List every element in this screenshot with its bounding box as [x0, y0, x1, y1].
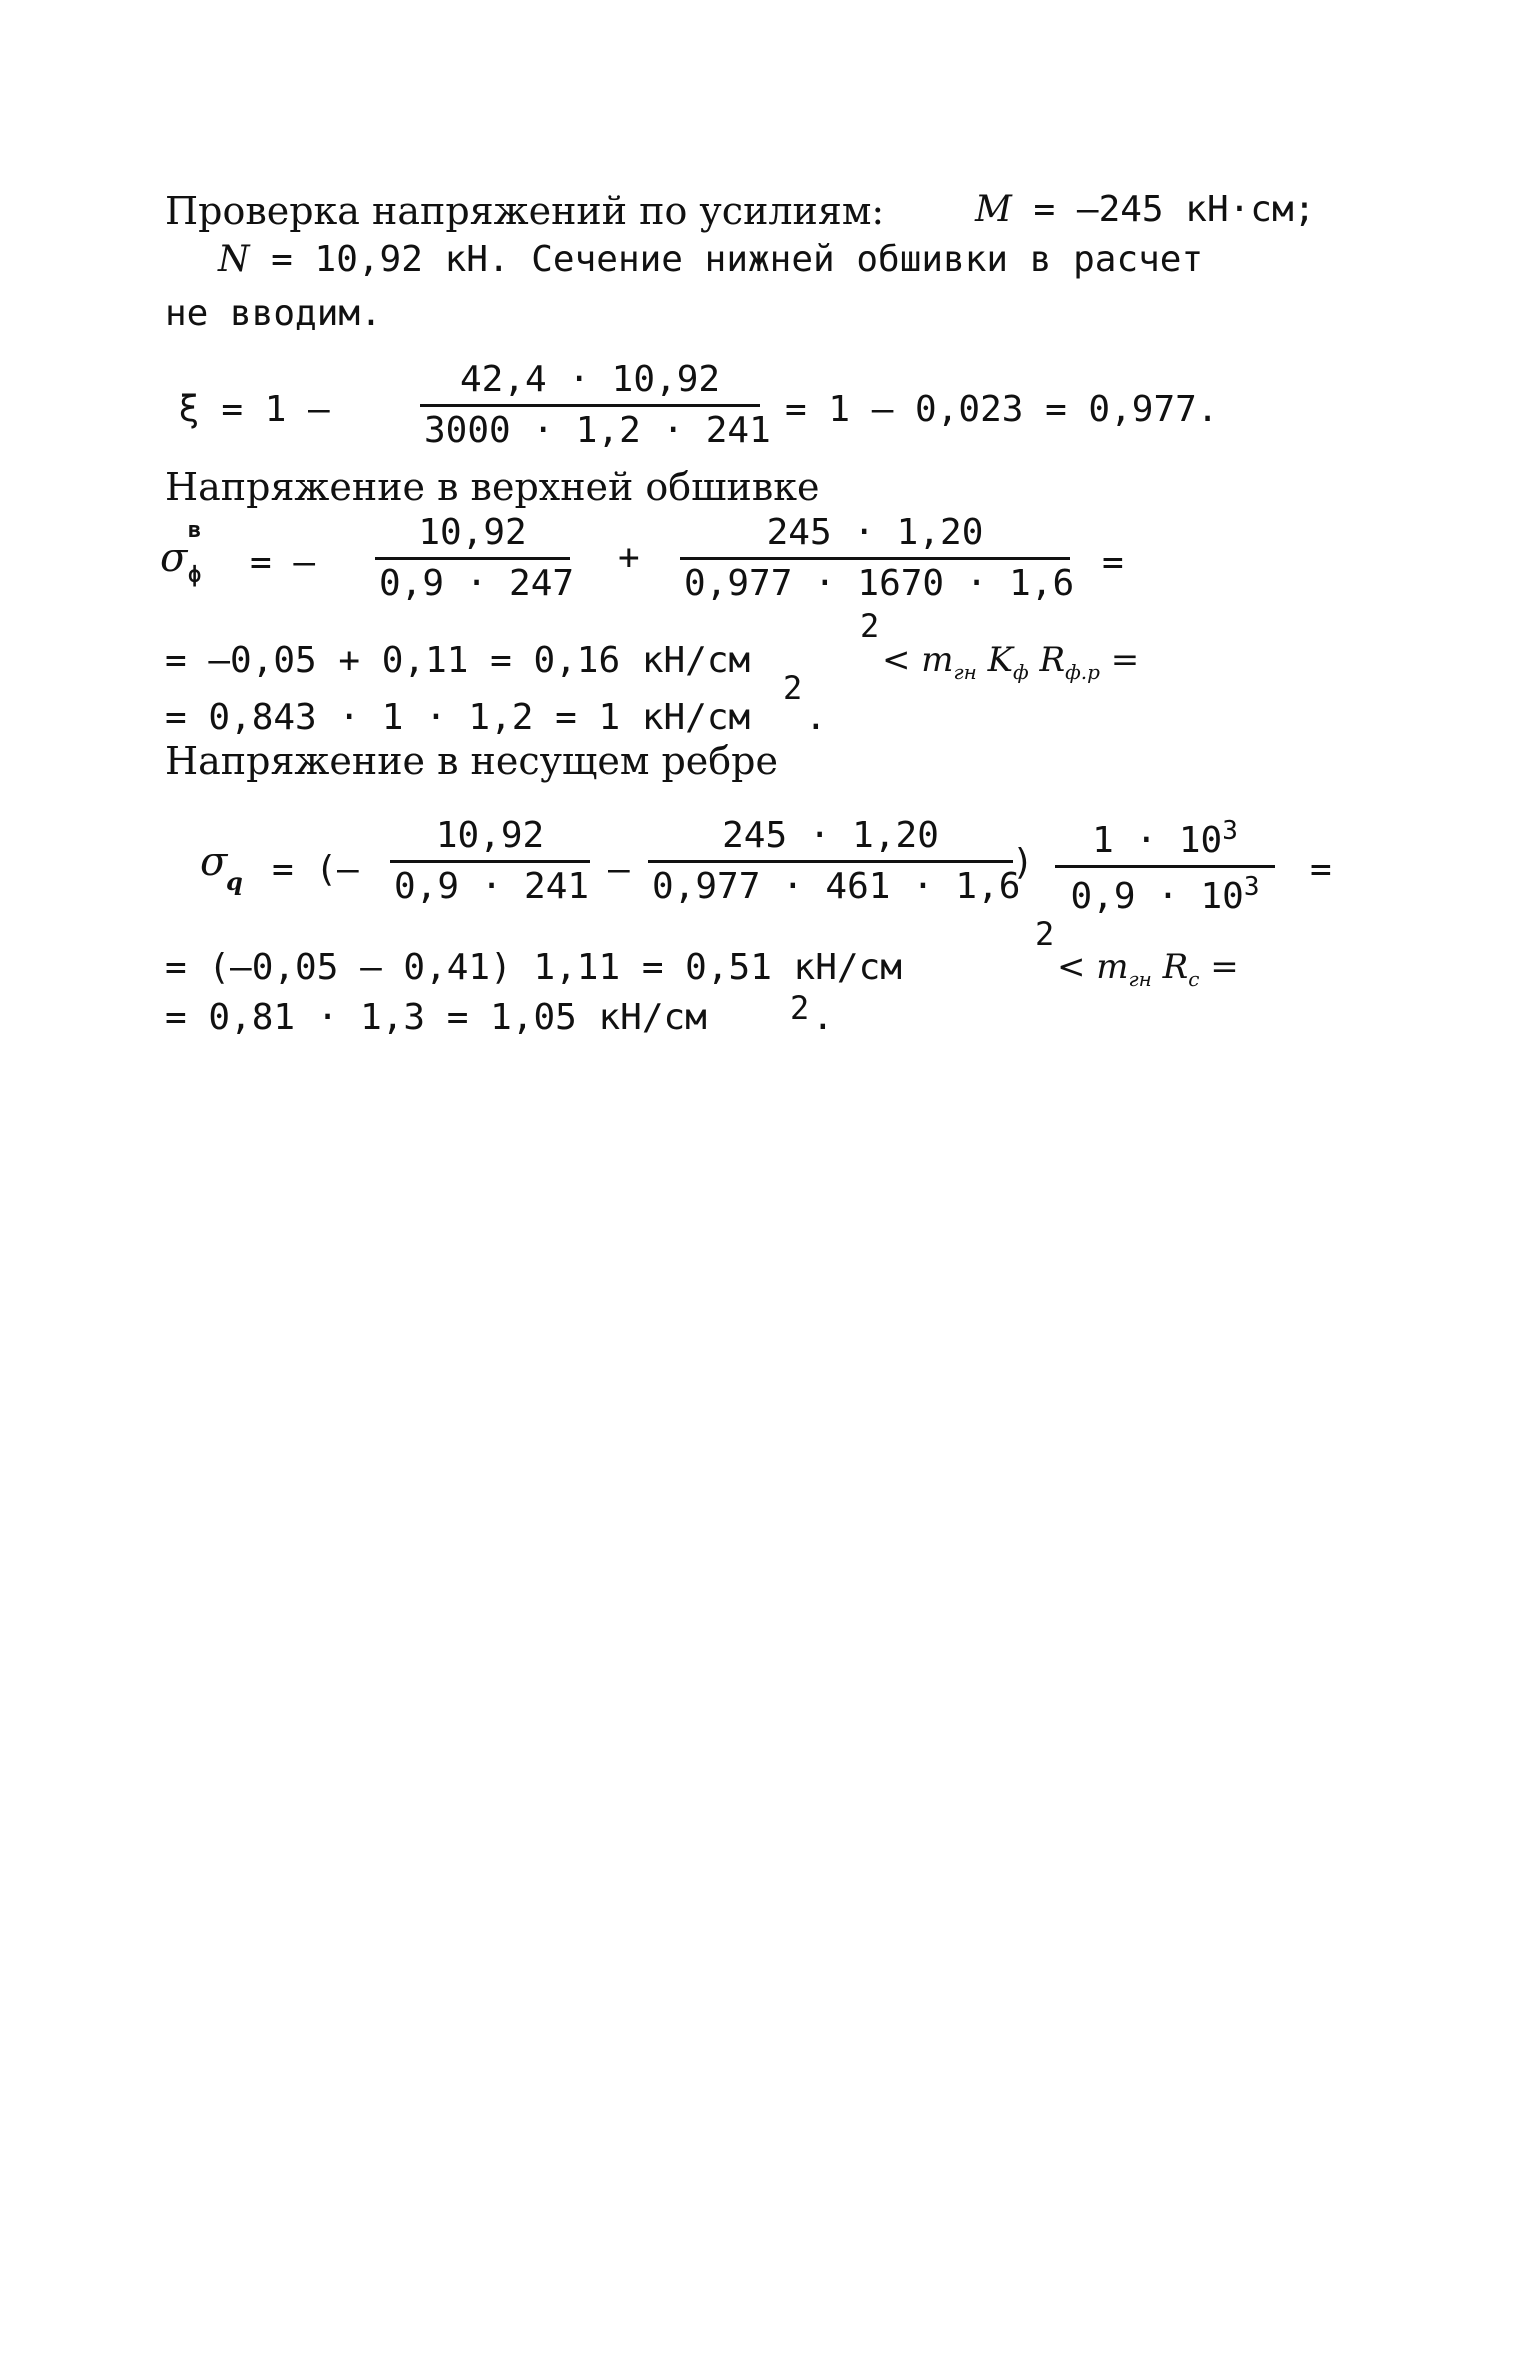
intro-line-3: не вводим. — [165, 293, 382, 334]
sigma-q-result-line-2 — [165, 997, 707, 1038]
sigma-f-frac2-den: 0,977 · 1670 · 1,6 — [684, 563, 1075, 604]
sigma-q-frac3-num-sup: 3 — [1222, 816, 1238, 846]
sigma-f-frac1-num: 10,92 — [418, 512, 527, 553]
cond-r: R — [1039, 640, 1066, 680]
sigma-q-result-line-2-end: . — [812, 997, 834, 1038]
sigma-f-letter: σ — [160, 535, 188, 581]
cond-end: = — [1099, 640, 1140, 680]
cond-q-r: R — [1162, 947, 1189, 987]
sigma-q-frac3-den-text: 0,9 · 10 — [1070, 876, 1244, 917]
sigma-q-frac1-num: 10,92 — [435, 815, 545, 856]
moment-symbol: M — [975, 189, 1012, 230]
sigma-q-frac3-num-text: 1 · 10 — [1092, 820, 1223, 861]
cond-k: K — [987, 640, 1014, 680]
sigma-q-frac2-den: 0,977 · 461 · 1,6 — [652, 866, 1021, 907]
sigma-q-frac2-num: 245 · 1,20 — [722, 815, 939, 856]
intro-line-2-text: = 10,92 кН. Сечение нижней обшивки в расчет — [249, 239, 1204, 280]
cond-m-sub: гн — [953, 660, 977, 684]
sigma-q-fraction-2 — [648, 815, 1021, 907]
sigma-q-symbol — [200, 839, 228, 885]
sigma-f-condition — [882, 640, 1140, 684]
sigma-q-frac3-den-sup: 3 — [1243, 872, 1260, 902]
sigma-f-fraction-1 — [375, 512, 575, 604]
rib-heading: Напряжение в несущем ребре — [165, 739, 778, 783]
cond-q-m: < m — [1057, 947, 1129, 987]
sigma-q-result-line-1 — [165, 947, 902, 988]
intro-line-2 — [218, 239, 1204, 280]
upper-skin-heading: Напряжение в верхней обшивке — [165, 465, 820, 509]
moment-text: = –245 кН·см; — [1011, 189, 1316, 230]
xi-denominator: 3000 · 1,2 · 241 — [424, 410, 771, 451]
sigma-q-fraction-1 — [390, 815, 590, 907]
sigma-f-result-line-2-end: . — [805, 697, 827, 738]
cond-r-sub: ф.р — [1065, 660, 1100, 684]
sigma-f-fraction-2 — [680, 512, 1075, 604]
xi-numerator: 42,4 · 10,92 — [459, 359, 721, 400]
sigma-f-superscript: в — [188, 518, 202, 543]
xi-rhs: = 1 – 0,023 = 0,977. — [785, 389, 1219, 430]
sigma-f-symbol — [160, 535, 188, 581]
sigma-q-tail: = — [1310, 849, 1332, 890]
sigma-q-frac3-den — [1055, 868, 1275, 915]
sigma-q-letter: σ — [200, 839, 228, 885]
sigma-q-result-line-2-sup: 2 — [790, 989, 810, 1027]
sigma-f-result-sup: 2 — [860, 607, 880, 645]
cond-k-sub: ф — [1013, 660, 1029, 684]
sigma-f-lhs: = – — [250, 542, 316, 583]
sigma-f-plus: + — [618, 537, 640, 578]
sigma-f-tail: = — [1102, 542, 1124, 583]
force-symbol: N — [218, 239, 250, 280]
sigma-q-frac1-den: 0,9 · 241 — [394, 866, 590, 907]
sigma-q-minus: – — [608, 849, 630, 890]
sigma-f-frac2-num: 245 · 1,20 — [766, 512, 984, 553]
sigma-f-result-line-2 — [165, 697, 751, 738]
moment-value — [975, 189, 1316, 230]
cond-q-end: = — [1199, 947, 1239, 987]
intro-text: Проверка напряжений по усилиям: — [165, 189, 885, 233]
sigma-q-condition — [1057, 947, 1239, 991]
sigma-f-result-text: = –0,05 + 0,11 = 0,16 кН/см — [165, 640, 751, 681]
sigma-q-close-paren: ) — [1012, 842, 1034, 883]
sigma-q-fraction-3 — [1055, 818, 1275, 915]
sigma-f-subscript: ф — [188, 563, 202, 588]
sigma-q-result-line-2-text: = 0,81 · 1,3 = 1,05 кН/см — [165, 997, 707, 1038]
sigma-q-lhs: = (– — [272, 849, 359, 890]
sigma-f-result-line-2-text: = 0,843 · 1 · 1,2 = 1 кН/см — [165, 697, 751, 738]
sigma-q-frac3-num — [1055, 818, 1275, 865]
intro-line-1 — [165, 189, 885, 233]
xi-lhs: ξ = 1 – — [178, 389, 330, 430]
sigma-q-subscript: q — [226, 867, 243, 896]
sigma-f-result-line-2-sup: 2 — [783, 669, 803, 707]
cond-m: < m — [882, 640, 954, 680]
cond-q-r-sub: с — [1188, 967, 1200, 991]
sigma-q-result-sup: 2 — [1035, 915, 1055, 953]
cond-q-m-sub: гн — [1128, 967, 1152, 991]
sigma-f-frac1-den: 0,9 · 247 — [379, 563, 575, 604]
sigma-q-result-text: = (–0,05 – 0,41) 1,11 = 0,51 кН/см — [165, 947, 902, 988]
xi-fraction — [420, 359, 771, 451]
sigma-f-result-line-1 — [165, 640, 751, 681]
